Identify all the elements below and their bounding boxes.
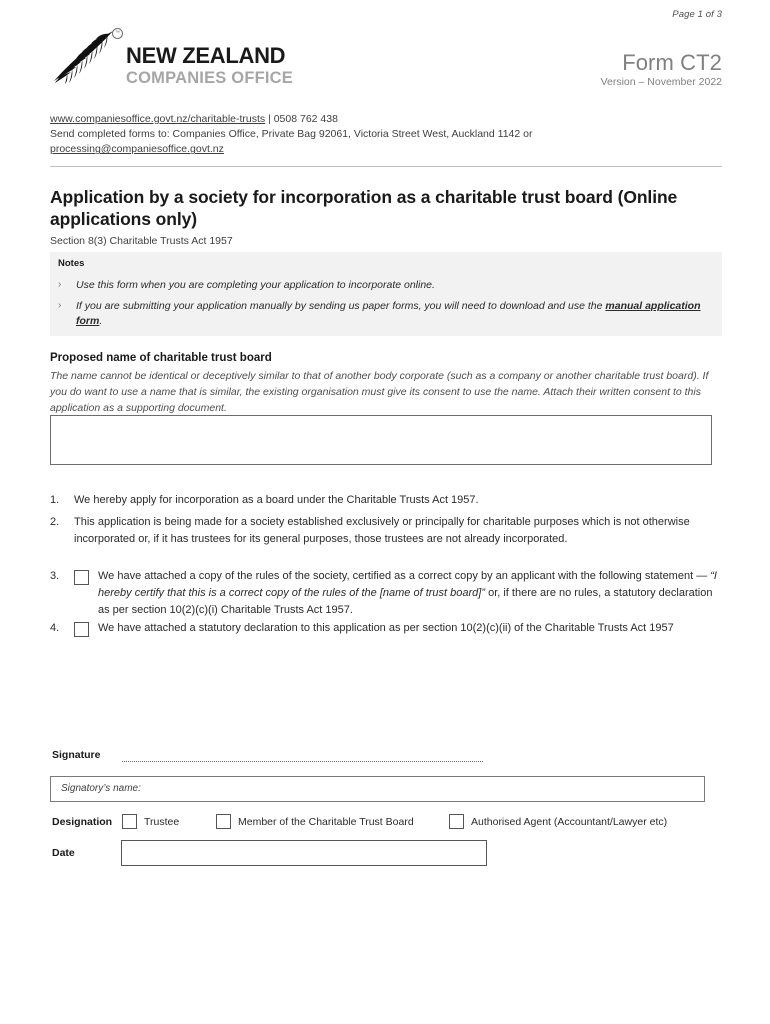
clause-number: 3. — [50, 570, 60, 582]
note-text — [76, 299, 712, 329]
designation-option-trustee[interactable] — [122, 814, 179, 829]
note-item — [58, 278, 712, 293]
signature-line[interactable] — [122, 760, 483, 762]
designation-option-label: Trustee — [144, 815, 180, 828]
contact-line-postal: Send completed forms to: Companies Office, Private Bag 92061, Victoria Street West, Auckland 1142 or — [50, 128, 533, 141]
email-link[interactable]: processing@companiesoffice.govt.nz — [50, 143, 224, 156]
logo-text-companies-office: COMPANIES OFFICE — [126, 69, 293, 88]
silver-fern-icon — [50, 28, 122, 84]
clause-quoted-statement: “I hereby certify that this is a correct copy of the rules of the [name of trust board]” — [98, 570, 717, 600]
note-text-after: . — [99, 315, 103, 328]
date-label: Date — [52, 847, 75, 859]
designation-option-label: Authorised Agent (Accountant/Lawyer etc) — [471, 815, 668, 828]
notes-label: Notes — [58, 258, 85, 269]
nz-companies-office-logo — [50, 28, 293, 89]
note-text-before: If you are submitting your application manually by sending us paper forms, you will need to download and use the — [76, 300, 606, 312]
designation-label: Designation — [52, 816, 113, 828]
clause-text — [98, 568, 722, 619]
clause-text-part1: We have attached a copy of the rules of the society, certified as a correct copy by an applicant with the following statement — — [98, 570, 711, 582]
signatory-name-placeholder: Signatory’s name: — [61, 783, 141, 794]
trademark-icon: ™ — [112, 28, 123, 39]
designation-option-label: Member of the Charitable Trust Board — [238, 815, 414, 828]
chevron-right-icon: › — [58, 300, 62, 311]
contact-separator: | — [265, 113, 274, 125]
clause-item — [50, 514, 722, 548]
proposed-name-heading: Proposed name of charitable trust board — [50, 352, 272, 364]
signatory-name-field[interactable] — [50, 776, 705, 802]
designation-authorised-agent-checkbox[interactable] — [449, 814, 464, 829]
clause-4-checkbox[interactable] — [74, 622, 89, 637]
clause-number: 4. — [50, 622, 60, 634]
clause-3-checkbox[interactable] — [74, 570, 89, 585]
note-item — [58, 299, 712, 329]
date-input[interactable] — [121, 840, 487, 866]
proposed-name-input[interactable] — [50, 415, 712, 465]
clause-number: 1. — [50, 494, 60, 506]
page-counter: Page 1 of 3 — [672, 9, 722, 20]
contact-block — [50, 112, 710, 158]
page-title: Application by a society for incorporation as a charitable trust board (Online applications only) — [50, 187, 678, 230]
chevron-right-icon: › — [58, 279, 62, 290]
note-text: Use this form when you are completing your application to incorporate online. — [76, 279, 435, 291]
clause-text-part2: or, if there are no rules, a statutory declaration as per section 10(2)(c)(i) Charitable Trusts Act 1957. — [98, 587, 713, 617]
contact-line-web — [50, 112, 710, 127]
page-subtitle: Section 8(3) Charitable Trusts Act 1957 — [50, 235, 233, 247]
proposed-name-help-text: The name cannot be identical or deceptively similar to that of another body corporate (such as a company or another charitable trust board). If you do want to use a name that is similar, the existing organisation must give its consent to use the name. Attach their written consent to this application as a supporting document. — [50, 370, 709, 414]
form-version: Version – November 2022 — [600, 76, 722, 88]
clause-text: We hereby apply for incorporation as a board under the Charitable Trusts Act 1957. — [74, 494, 479, 506]
notes-panel — [50, 252, 722, 336]
clause-item — [50, 568, 722, 619]
designation-option-authorised-agent[interactable] — [449, 814, 667, 829]
clause-text: This application is being made for a society established exclusively or principally for charitable purposes which is not otherwise incorporated or, if it has trustees for its general purposes, those trustees are not already incorporated. — [74, 516, 690, 546]
logo-text-new-zealand: NEW ZEALAND — [126, 43, 286, 68]
form-code: Form CT2 — [622, 50, 722, 75]
clause-text: We have attached a statutory declaration to this application as per section 10(2)(c)(ii) of the Charitable Trusts Act 1957 — [98, 622, 674, 634]
clause-item — [50, 492, 722, 509]
website-link[interactable]: www.companiesoffice.govt.nz/charitable-trusts — [50, 113, 266, 125]
clause-number: 2. — [50, 516, 60, 528]
manual-application-form-link[interactable]: manual application form — [76, 300, 701, 328]
designation-board-member-checkbox[interactable] — [216, 814, 231, 829]
designation-option-board-member[interactable] — [216, 814, 414, 829]
signature-label: Signature — [52, 749, 101, 761]
phone-number: 0508 762 438 — [273, 113, 338, 125]
clause-item — [50, 620, 722, 637]
designation-trustee-checkbox[interactable] — [122, 814, 137, 829]
header-divider — [50, 166, 722, 167]
